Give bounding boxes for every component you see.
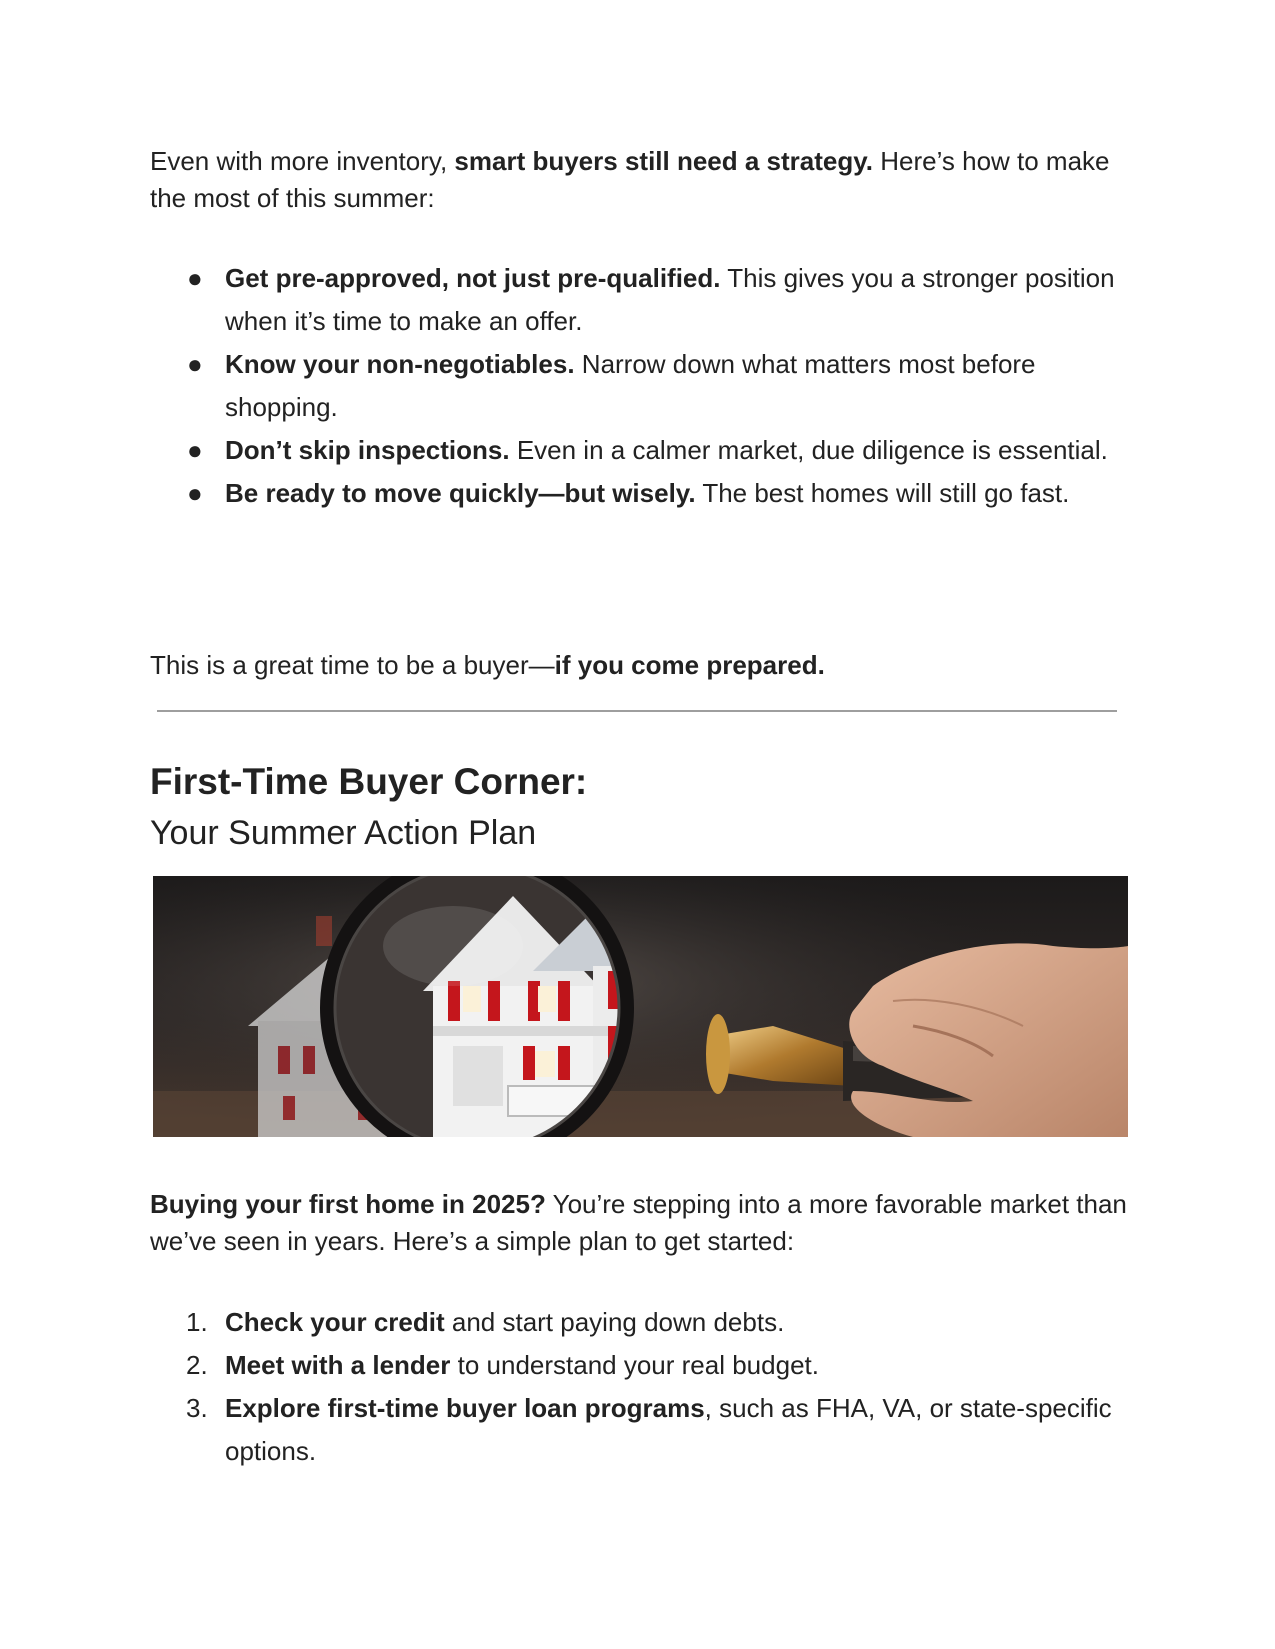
list-item: ● Know your non-negotiables. Narrow down what matters most before shopping. bbox=[150, 343, 1130, 429]
intro-text-end: Here’s how to make the most of this summer: bbox=[150, 146, 1110, 213]
section-subtitle: Your Summer Action Plan bbox=[150, 814, 537, 852]
intro-text: Even with more inventory, bbox=[150, 146, 455, 176]
bullet-icon: ● bbox=[187, 263, 203, 293]
magnifying-glass-house-photo bbox=[153, 876, 1128, 1137]
bullet-icon: ● bbox=[187, 478, 203, 508]
intro-bold: smart buyers still need a strategy. bbox=[454, 146, 873, 176]
strategy-tips-list bbox=[150, 257, 1130, 515]
step-number: 3. bbox=[186, 1393, 208, 1423]
bullet-icon: ● bbox=[187, 349, 203, 379]
list-item: 1. Check your credit and start paying down debts. bbox=[150, 1301, 1130, 1344]
section-title: First-Time Buyer Corner: bbox=[150, 761, 588, 802]
step-number: 1. bbox=[186, 1307, 208, 1337]
list-item: ● Be ready to move quickly—but wisely. The best homes will still go fast. bbox=[150, 472, 1130, 515]
closing-paragraph: This is a great time to be a buyer—if you come prepared. bbox=[150, 650, 825, 680]
intro-paragraph bbox=[150, 143, 1130, 217]
buyer-intro-paragraph: Buying your first home in 2025? You’re stepping into a more favorable market than we’ve seen in years. Here’s a simple plan to get started: bbox=[150, 1189, 1127, 1256]
horizontal-divider bbox=[157, 710, 1117, 712]
action-plan-list bbox=[150, 1301, 1130, 1473]
step-number: 2. bbox=[186, 1350, 208, 1380]
list-item: 2. Meet with a lender to understand your real budget. bbox=[150, 1344, 1130, 1387]
list-item: 3. Explore first-time buyer loan programs, such as FHA, VA, or state-specific options. bbox=[150, 1387, 1130, 1473]
list-item: ● Get pre-approved, not just pre-qualified. This gives you a stronger position when it’s time to make an offer. bbox=[150, 257, 1130, 343]
list-item: ● Don’t skip inspections. Even in a calmer market, due diligence is essential. bbox=[150, 429, 1130, 472]
bullet-icon: ● bbox=[187, 435, 203, 465]
